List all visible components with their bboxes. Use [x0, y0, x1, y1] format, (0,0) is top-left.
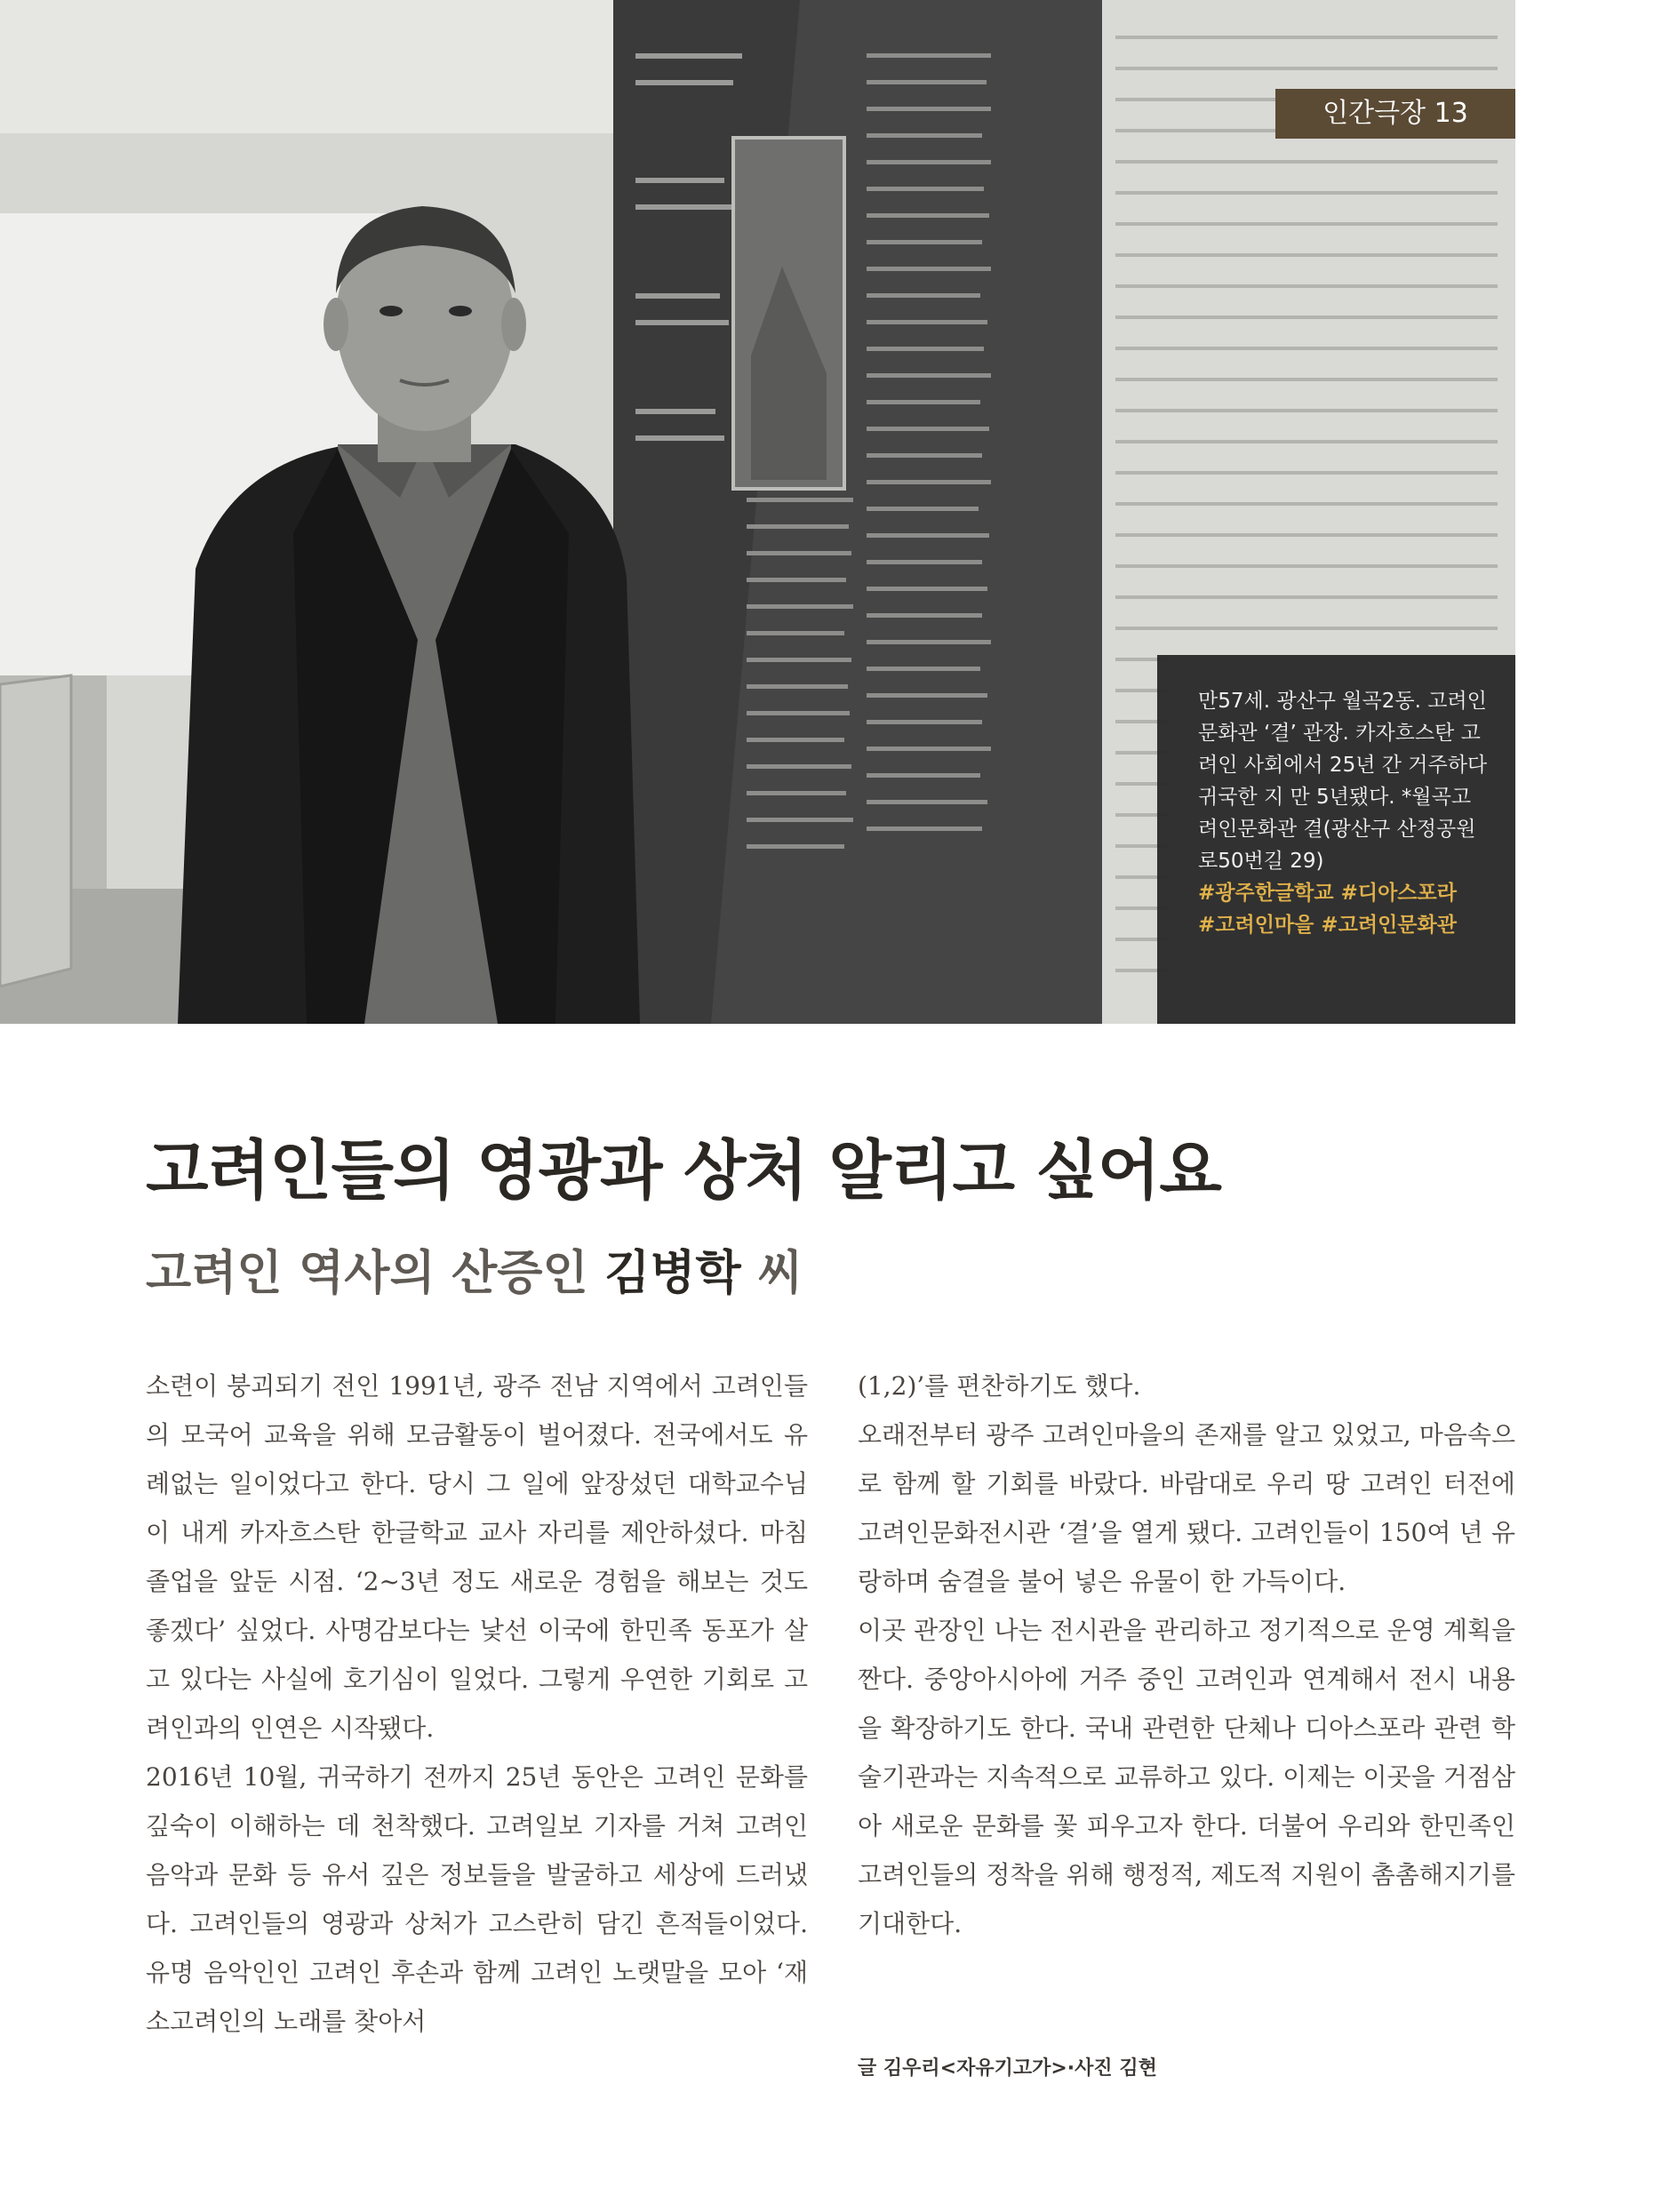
- caption-tags-line2: #고려인마을 #고려인문화관: [1198, 914, 1457, 937]
- body-column-left: [146, 1362, 808, 2046]
- subtitle-suffix: 씨: [757, 1246, 803, 1300]
- paragraph: 소련이 붕괴되기 전인 1991년, 광주 전남 지역에서 고려인들의 모국어 교육을 위해 모금활동이 벌어졌다. 전국에서도 유례없는 일이었다고 한다. 당시 그 일에 앞장섰던 대학교수님이 내게 카자흐스탄 한글학교 교사 자리를 제안하셨다. 마침 졸업을 앞둔 시점. ‘2~3년 정도 새로운 경험을 해보는 것도 좋겠다’ 싶었다. 사명감보다는 낯선 이국에 한민족 동포가 살고 있다는 사실에 호기심이 일었다. 그렇게 우연한 기회로 고려인과의 인연은 시작됐다.: [146, 1371, 808, 1743]
- paragraph: 이곳 관장인 나는 전시관을 관리하고 정기적으로 운영 계획을 짠다. 중앙아시아에 거주 중인 고려인과 연계해서 전시 내용을 확장하기도 한다. 국내 관련한 단체나 디아스포라 관련 학술기관과는 지속적으로 교류하고 있다. 이제는 이곳을 거점삼아 새로운 문화를 꽃 피우고자 한다. 더불어 우리와 한민족인 고려인들의 정착을 위해 행정적, 제도적 지원이 촘촘해지기를 기대한다.: [858, 1616, 1515, 1938]
- paragraph: 2016년 10월, 귀국하기 전까지 25년 동안은 고려인 문화를 깊숙이 이해하는 데 천착했다. 고려일보 기자를 거쳐 고려인 음악과 문화 등 유서 깊은 정보들을 발굴하고 세상에 드러냈다. 고려인들의 영광과 상처가 고스란히 담긴 흔적들이었다. 유명 음악인인 고려인 후손과 함께 고려인 노랫말을 모아 ‘재소고려인의 노래를 찾아서: [146, 1762, 808, 2036]
- paragraph: 오래전부터 광주 고려인마을의 존재를 알고 있었고, 마음속으로 함께 할 기회를 바랐다. 바람대로 우리 땅 고려인 터전에 고려인문화전시관 ‘결’을 열게 됐다. 고려인들이 150여 년 유랑하며 숨결을 불어 넣은 유물이 한 가득이다.: [858, 1420, 1515, 1596]
- caption-tags-line1: #광주한글학교 #디아스포라: [1198, 882, 1457, 905]
- paragraph: (1,2)’를 편찬하기도 했다.: [858, 1371, 1141, 1401]
- photo-caption: [1157, 655, 1515, 1024]
- page-subtitle: [146, 1235, 803, 1303]
- page-title: 고려인들의 영광과 상처 알리고 싶어요: [146, 1133, 1221, 1209]
- caption-text: 만57세. 광산구 월곡2동. 고려인문화관 ‘결’ 관장. 카자흐스탄 고려인 사회에서 25년 간 거주하다 귀국한 지 만 5년됐다. *월곡고려인문화관 결(광산구 산정공원로50번길 29): [1198, 690, 1488, 873]
- section-badge: 인간극장 13: [1275, 89, 1515, 139]
- subtitle-name: 김병학: [604, 1246, 741, 1300]
- hero-photo: [0, 0, 1515, 1024]
- body-column-right: [858, 1362, 1515, 1948]
- subtitle-prefix: 고려인 역사의 산증인: [146, 1246, 588, 1300]
- byline-credit: 글 김우리<자유기고가>·사진 김현: [858, 2057, 1157, 2080]
